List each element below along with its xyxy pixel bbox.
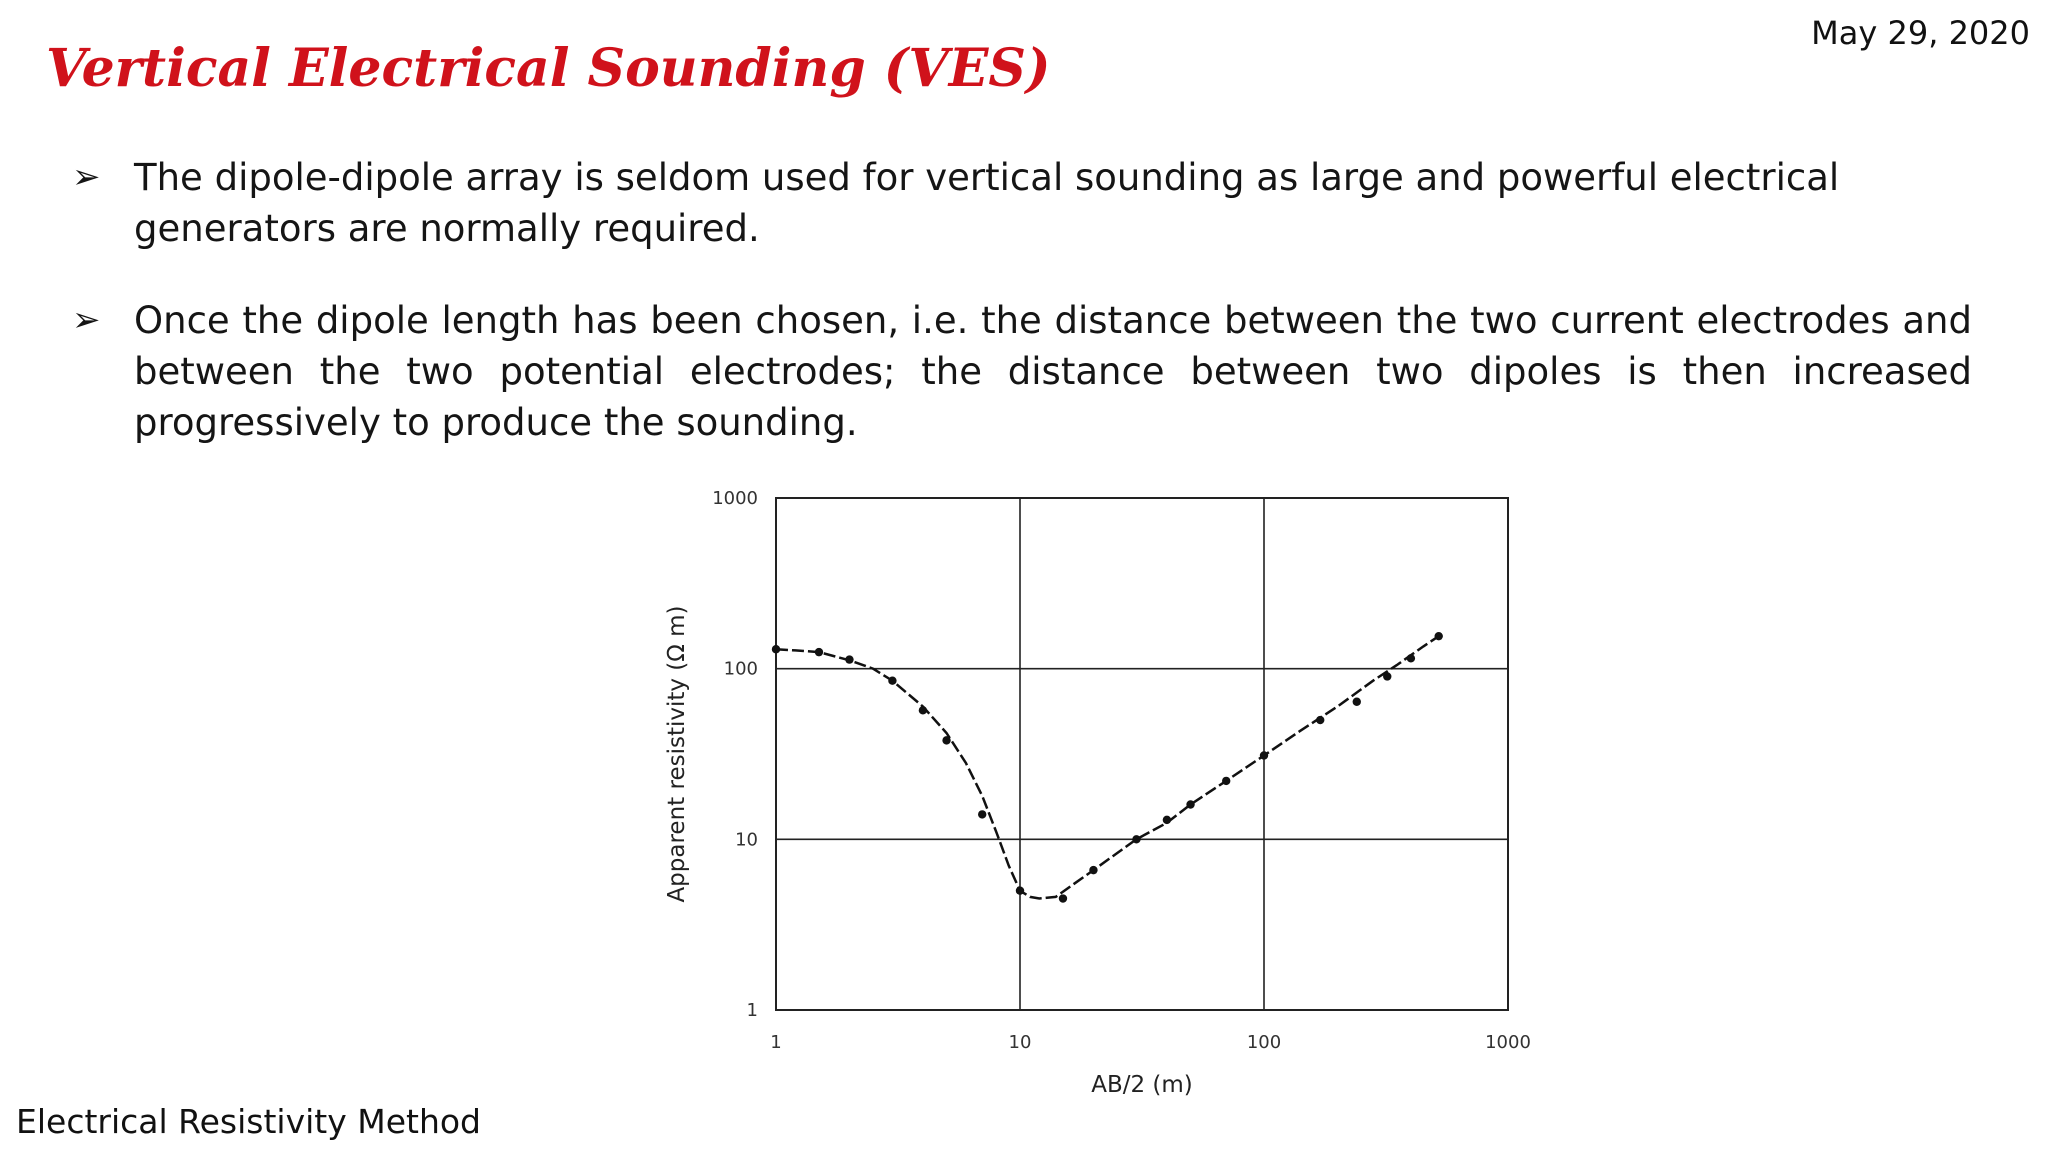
data-point — [815, 648, 823, 656]
data-point — [978, 810, 986, 818]
plot-frame — [776, 498, 1508, 1010]
series-line — [776, 636, 1439, 898]
data-point — [772, 645, 780, 653]
arrowhead-bullet-icon: ➢ — [72, 300, 101, 340]
chart-grid — [776, 498, 1508, 1010]
data-point — [1089, 866, 1097, 874]
arrowhead-bullet-icon: ➢ — [72, 157, 101, 197]
y-tick-label: 10 — [735, 829, 758, 851]
axis-ticks — [712, 488, 1531, 1053]
data-point — [1059, 894, 1067, 902]
bullet-text: The dipole-dipole array is seldom used for vertical sounding as large and powerful electrical generators are normally required. — [134, 156, 1840, 250]
data-point — [1163, 816, 1171, 824]
series-markers — [772, 632, 1443, 903]
y-tick-label: 100 — [723, 658, 758, 680]
x-tick-label: 10 — [1008, 1032, 1032, 1053]
data-point — [1353, 698, 1361, 706]
y-tick-label: 1 — [746, 1000, 758, 1021]
y-tick-label: 1000 — [712, 488, 758, 509]
x-tick-label: 100 — [1246, 1032, 1282, 1053]
data-point — [1132, 835, 1140, 843]
data-point — [1186, 800, 1194, 808]
y-axis-label: Apparent resistivity (Ω m) — [664, 605, 690, 903]
slide-date: May 29, 2020 — [1811, 14, 2030, 52]
data-point — [1435, 632, 1443, 640]
x-axis-label: AB/2 (m) — [1091, 1072, 1193, 1098]
data-point — [1016, 887, 1024, 895]
x-tick-label: 1 — [770, 1032, 782, 1053]
data-point — [1260, 751, 1268, 759]
data-point — [1316, 716, 1324, 724]
data-point — [845, 655, 853, 663]
data-point — [1383, 672, 1391, 680]
data-point — [1222, 777, 1230, 785]
slide-title: Vertical Electrical Sounding (VES) — [46, 38, 1051, 99]
bullet-text: Once the dipole length has been chosen, i.e. the distance between the two current electrodes and between the two potential electrodes; the distance between two dipoles is then increased progressively to produce the sounding. — [134, 299, 1972, 444]
data-point — [919, 706, 927, 714]
data-point — [888, 677, 896, 685]
data-point — [942, 736, 950, 744]
x-tick-label: 1000 — [1485, 1032, 1531, 1053]
footer-text: Electrical Resistivity Method — [16, 1102, 481, 1141]
data-point — [1407, 654, 1415, 662]
